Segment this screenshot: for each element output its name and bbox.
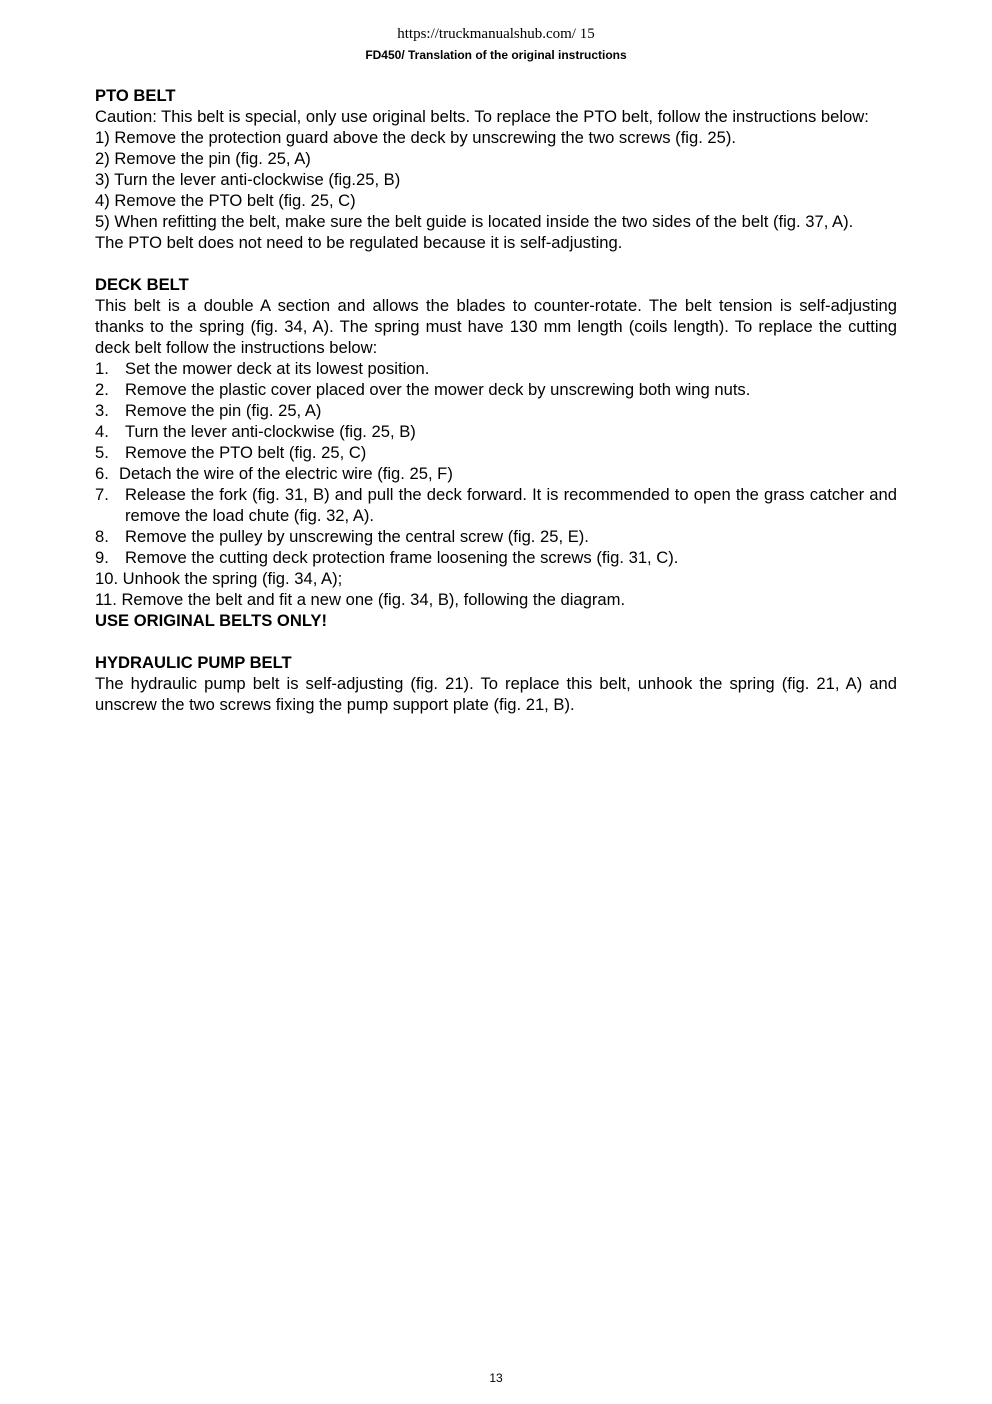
list-item: [95, 400, 897, 421]
pto-step-2: 2) Remove the pin (fig. 25, A): [95, 149, 311, 168]
pto-belt-intro: Caution: This belt is special, only use original belts. To replace the PTO belt, follow the instructions below:: [95, 107, 869, 126]
step-number: 3.: [95, 401, 109, 420]
pto-belt-note: The PTO belt does not need to be regulated because it is self-adjusting.: [95, 233, 623, 252]
step-number: 8.: [95, 527, 109, 546]
hydraulic-pump-belt-text: The hydraulic pump belt is self-adjusting (fig. 21). To replace this belt, unhook the spring (fig. 21, A) and unscrew the two screws fixing the pump support plate (fig. 21, B).: [95, 674, 897, 714]
deck-belt-intro: This belt is a double A section and allows the blades to counter-rotate. The belt tension is self-adjusting thanks to the spring (fig. 34, A). The spring must have 130 mm length (coils length). To replace the cutting deck belt follow the instructions below:: [95, 296, 897, 357]
deck-belt-heading: DECK BELT: [95, 275, 189, 294]
step-text: Remove the pulley by unscrewing the central screw (fig. 25, E).: [125, 527, 589, 546]
pto-belt-heading: PTO BELT: [95, 86, 176, 105]
deck-step-10: 10. Unhook the spring (fig. 34, A);: [95, 569, 343, 588]
step-text: Remove the PTO belt (fig. 25, C): [125, 443, 367, 462]
step-number: 1.: [95, 359, 109, 378]
deck-belt-steps: [95, 358, 897, 568]
document-title: FD450/ Translation of the original instructions: [365, 48, 627, 62]
step-text: Remove the plastic cover placed over the mower deck by unscrewing both wing nuts.: [125, 380, 751, 399]
list-item: [95, 484, 897, 526]
step-number: 9.: [95, 548, 109, 567]
step-number: 7.: [95, 485, 109, 504]
pto-step-4: 4) Remove the PTO belt (fig. 25, C): [95, 191, 356, 210]
step-number: 5.: [95, 443, 109, 462]
step-text: Turn the lever anti-clockwise (fig. 25, B): [125, 422, 416, 441]
hydraulic-pump-belt-heading: HYDRAULIC PUMP BELT: [95, 653, 292, 672]
step-text: Remove the cutting deck protection frame loosening the screws (fig. 31, C).: [125, 548, 679, 567]
section-spacer: [95, 253, 897, 274]
step-number: 4.: [95, 422, 109, 441]
pto-step-1: 1) Remove the protection guard above the deck by unscrewing the two screws (fig. 25).: [95, 128, 737, 147]
list-item: [95, 442, 897, 463]
page-number: 13: [489, 1371, 503, 1385]
list-item: [95, 421, 897, 442]
list-item: [95, 358, 897, 379]
list-item: [95, 463, 897, 484]
page-content: [95, 85, 897, 715]
step-number: 6.: [95, 464, 109, 483]
section-spacer: [95, 631, 897, 652]
pto-step-3: 3) Turn the lever anti-clockwise (fig.25, B): [95, 170, 401, 189]
deck-step-11: 11. Remove the belt and fit a new one (fig. 34, B), following the diagram.: [95, 590, 626, 609]
step-number: 2.: [95, 380, 109, 399]
step-text: Set the mower deck at its lowest position.: [125, 359, 430, 378]
step-text: Remove the pin (fig. 25, A): [125, 401, 322, 420]
deck-belt-section: [95, 274, 897, 631]
original-belts-warning: USE ORIGINAL BELTS ONLY!: [95, 611, 328, 630]
header-url: https://truckmanualshub.com/ 15: [397, 26, 595, 42]
step-text: Detach the wire of the electric wire (fig. 25, F): [119, 464, 453, 483]
list-item: [95, 526, 897, 547]
list-item: [95, 547, 897, 568]
pto-step-5: 5) When refitting the belt, make sure the belt guide is located inside the two sides of the belt (fig. 37, A).: [95, 212, 854, 231]
list-item: [95, 379, 897, 400]
pto-belt-section: [95, 85, 897, 253]
hydraulic-pump-belt-section: [95, 652, 897, 715]
step-text: Release the fork (fig. 31, B) and pull the deck forward. It is recommended to open the grass catcher and remove the load chute (fig. 32, A).: [125, 485, 897, 525]
